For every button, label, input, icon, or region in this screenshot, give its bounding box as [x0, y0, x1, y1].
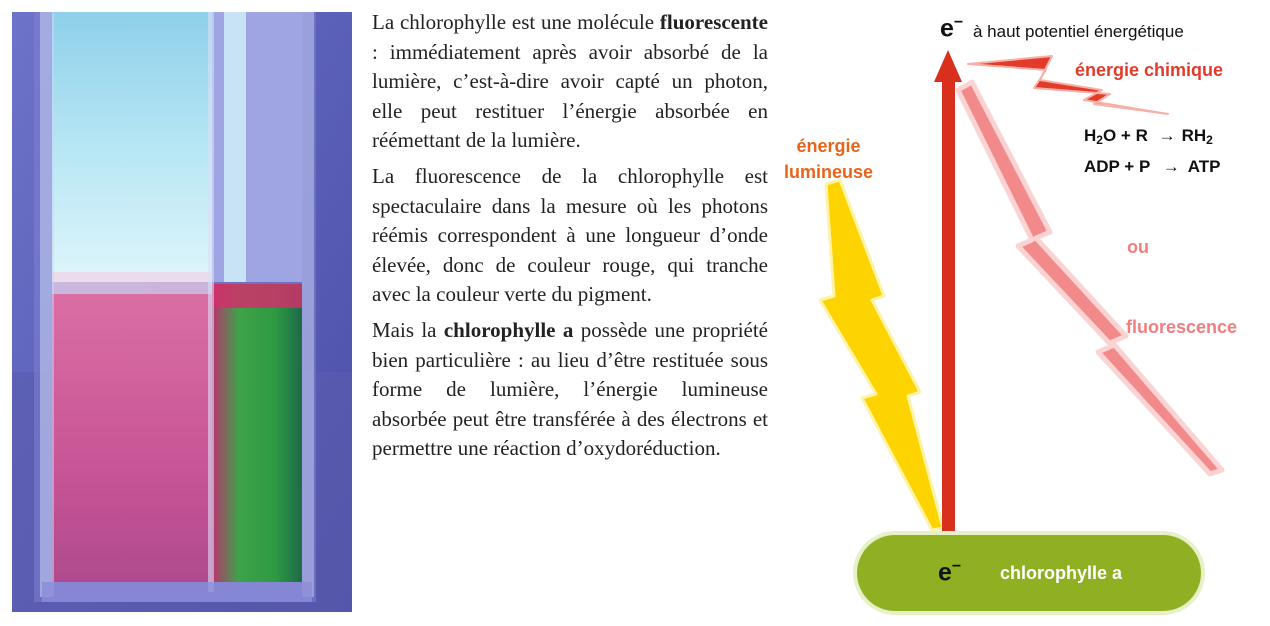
- eq-text: ATP: [1187, 157, 1221, 176]
- text-run: Mais la: [372, 317, 444, 342]
- light-energy-label: [784, 133, 873, 185]
- light-energy-line-2: lumineuse: [784, 162, 874, 182]
- eq-text: H: [1084, 126, 1097, 145]
- eq-text: O + R: [1102, 126, 1148, 145]
- text-run: possède une propriété bien particulière : au lieu d’être restituée sous forme de lumière, l’énergie lumineuse absorbée peut être transférée à des électrons et permettre une réaction d’oxydoréduction.: [372, 317, 769, 461]
- bottom-electron: [938, 558, 961, 587]
- reaction-arrow-icon: →: [1158, 126, 1176, 145]
- chlorophyll-a-label: chlorophylle a: [1000, 563, 1123, 583]
- eq-text: ADP + P: [1084, 157, 1150, 176]
- equation-atp: [1084, 157, 1220, 177]
- eq-sub: 2: [1096, 133, 1103, 147]
- electron-symbol: e: [938, 558, 952, 587]
- text-run: La fluorescence de la chlorophylle est spectaculaire dans la mesure où les photons réémis correspondent à une longueur d’onde élevée, donc de couleur rouge, qui tranche avec la couleur verte du pigment.: [372, 163, 768, 307]
- eq-text: RH: [1181, 126, 1207, 145]
- electron-symbol: e: [940, 14, 954, 43]
- bold-term-chlorophylle-a: chlorophylle a: [443, 317, 574, 342]
- fluorescence-label: fluorescence: [1126, 317, 1238, 337]
- top-electron: [940, 14, 963, 43]
- light-energy-bolt: [820, 180, 943, 530]
- chemical-energy-label: énergie chimique: [1075, 60, 1224, 80]
- energy-arrow-shaft: [942, 76, 955, 536]
- text-run: : immédiatement après avoir absorbé de la lumière, c’est-à-dire avoir capté un photon, elle peut restituer l’énergie absorbée en réémettant de la lumière.: [372, 39, 768, 153]
- bold-term-fluorescente: fluorescente: [659, 10, 768, 34]
- light-energy-line-1: énergie: [796, 136, 861, 156]
- reaction-arrow-icon: →: [1162, 157, 1180, 176]
- eq-sub: 2: [1206, 133, 1213, 147]
- or-label: ou: [1127, 237, 1149, 257]
- equation-water: [1084, 126, 1213, 147]
- energy-arrow-head: [934, 50, 962, 82]
- text-run: La chlorophylle est une molécule: [372, 10, 660, 34]
- electron-charge: −: [951, 558, 962, 575]
- electron-charge: −: [953, 14, 964, 31]
- high-potential-label: à haut potentiel énergétique: [973, 22, 1184, 41]
